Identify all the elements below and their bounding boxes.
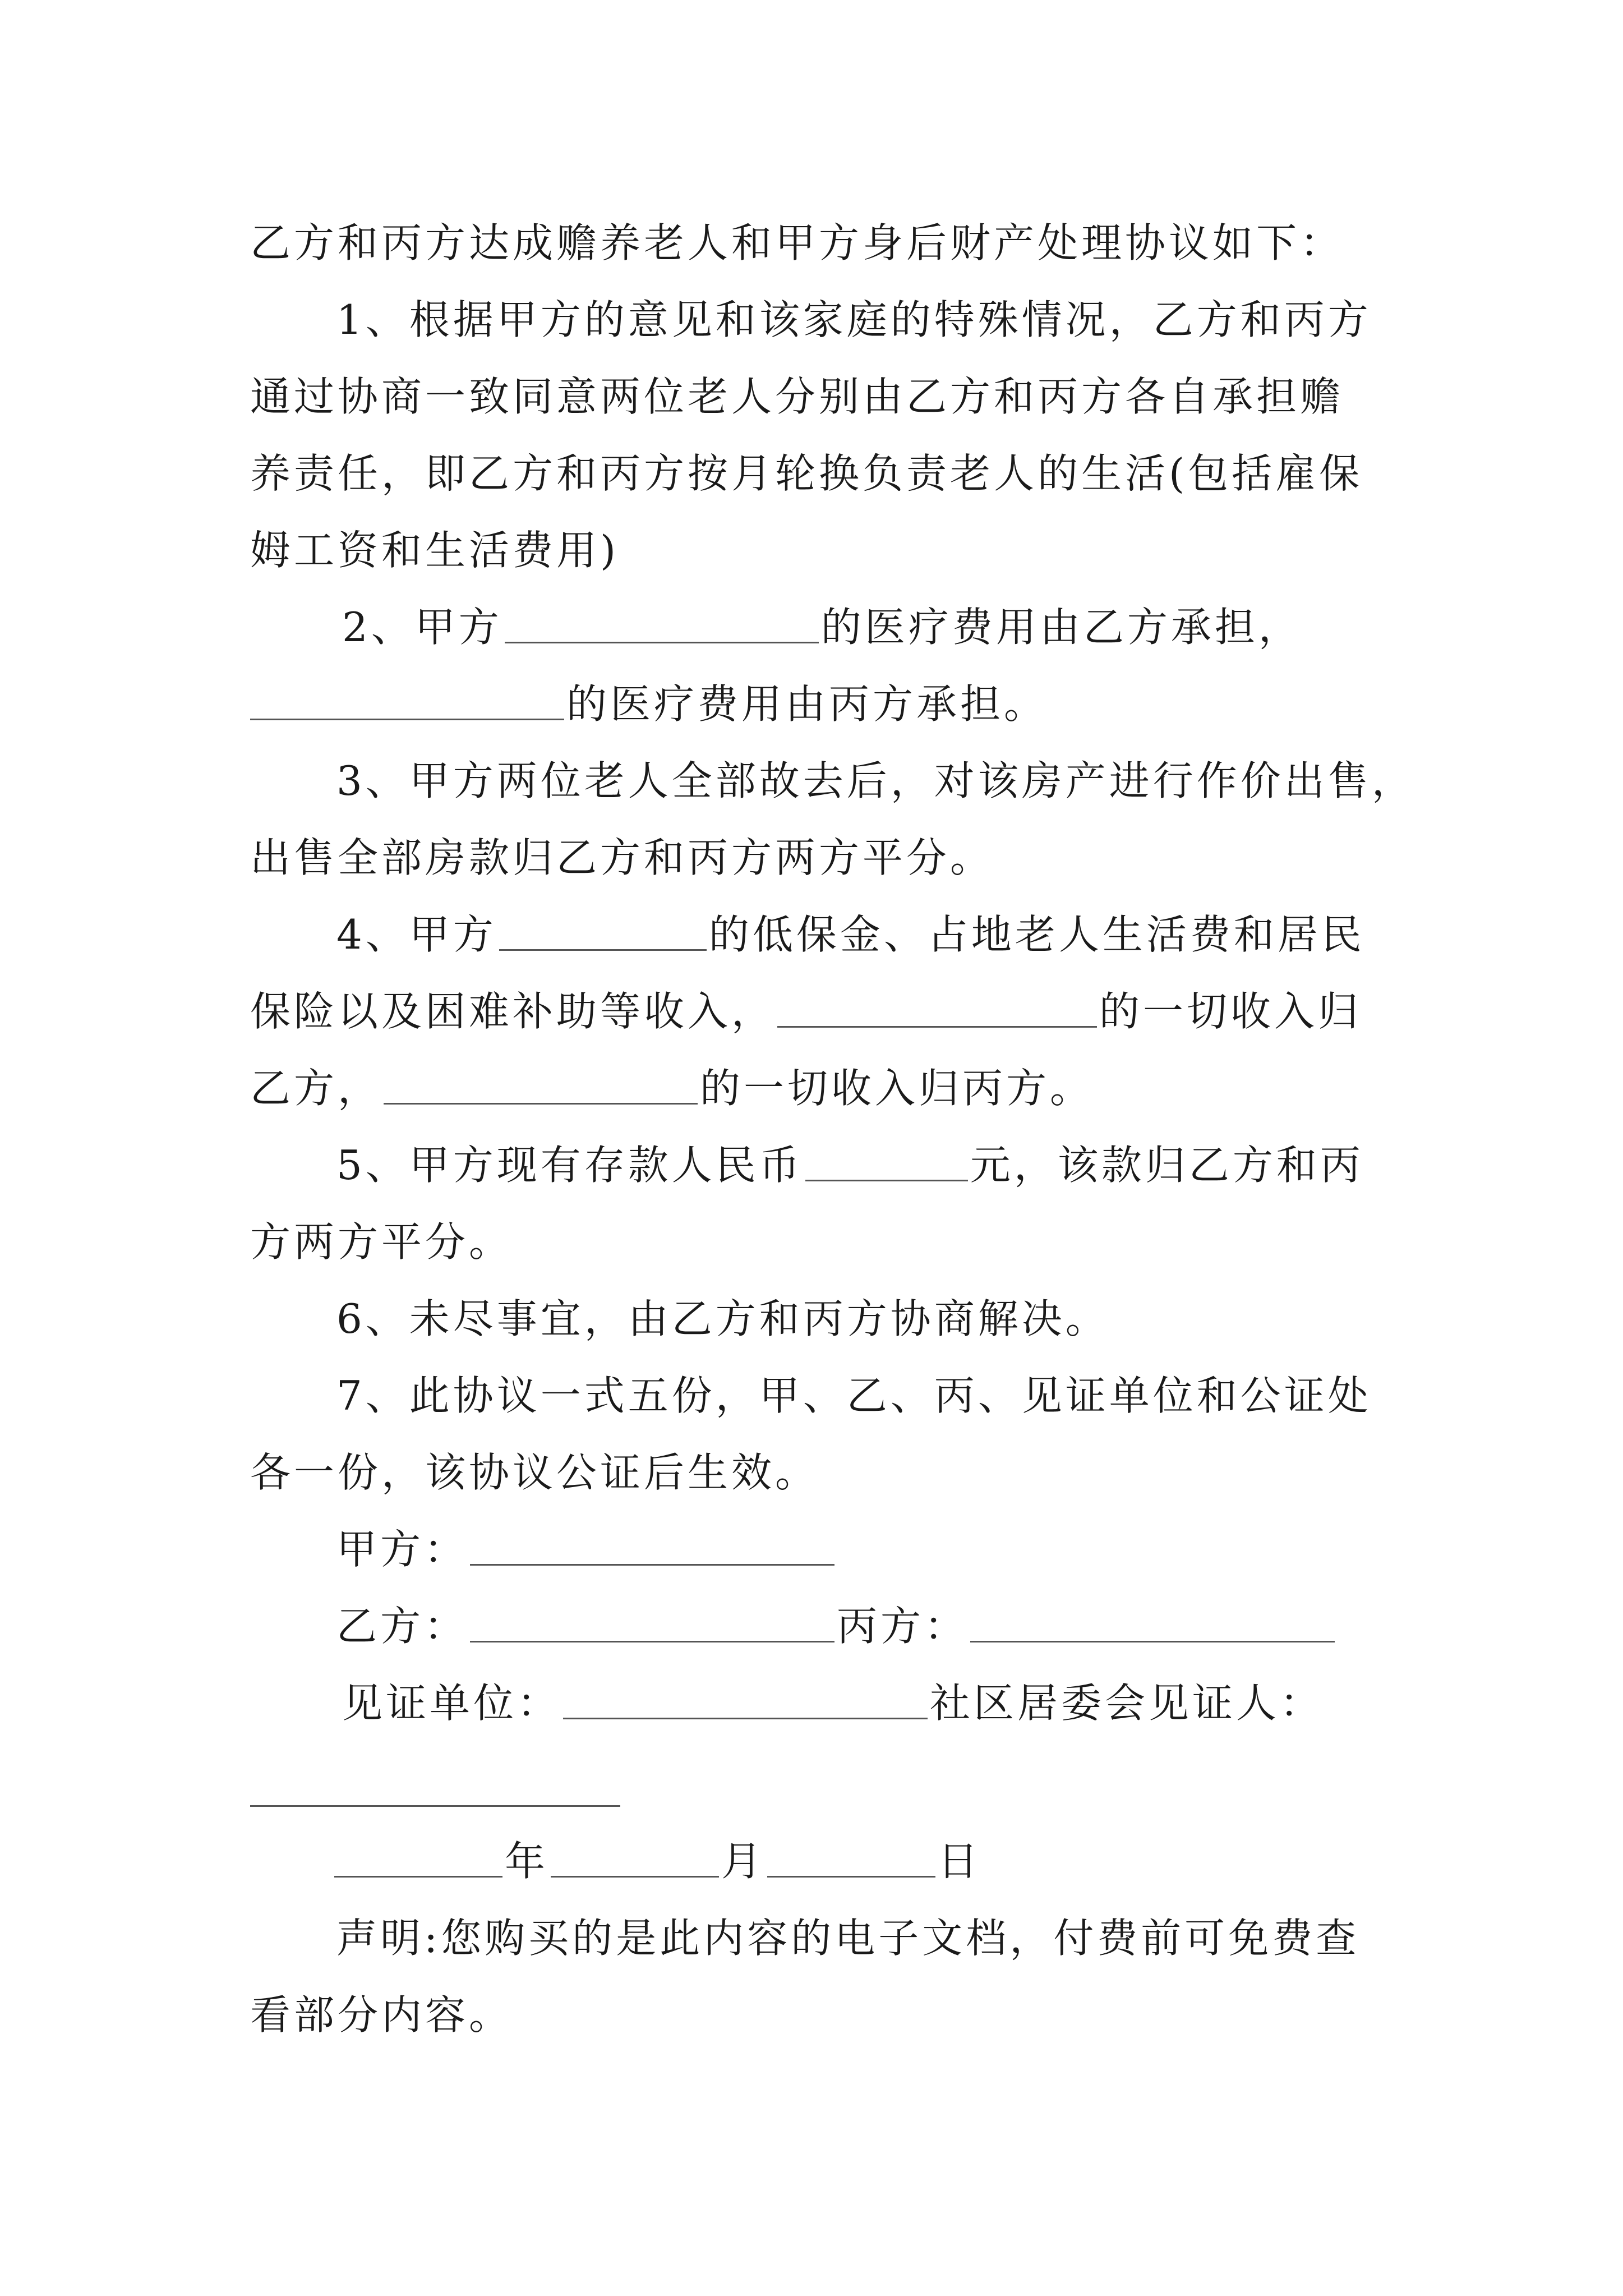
clause-4-text-5: 的一切收入归丙方。 — [700, 1065, 1094, 1112]
blank-field[interactable] — [805, 1177, 968, 1181]
month-label: 月 — [721, 1838, 766, 1885]
signature-party-b-c — [336, 1603, 1475, 1650]
clause-4-lead: 4、甲方 — [336, 911, 497, 958]
witness-unit-blank[interactable] — [563, 1715, 928, 1719]
day-blank[interactable] — [767, 1874, 935, 1878]
clause-4-text: 的低保金、占地老人生活费和居民 — [708, 911, 1365, 958]
clause-3-line-2: 出售全部房款归乙方和丙方两方平分。 — [250, 834, 994, 881]
year-label: 年 — [505, 1838, 549, 1885]
clause-2-text: 的医疗费用由乙方承担， — [820, 604, 1302, 651]
clause-2-line-1 — [342, 604, 1481, 651]
day-label: 日 — [938, 1838, 982, 1885]
clause-5-line-1 — [336, 1142, 1475, 1189]
blank-field[interactable] — [505, 639, 819, 643]
party-a-label: 甲方： — [336, 1526, 468, 1573]
year-blank[interactable] — [334, 1874, 502, 1878]
witness-unit-label: 见证单位： — [342, 1680, 561, 1727]
clause-4-text-2: 保险以及困难补助等收入， — [250, 988, 776, 1035]
party-c-blank[interactable] — [970, 1639, 1335, 1642]
signature-witness — [342, 1680, 1481, 1727]
clause-1-line-3: 养责任，即乙方和丙方按月轮换负责老人的生活(包括雇保 — [250, 450, 1363, 497]
clause-2-line-2 — [250, 680, 1389, 728]
blank-field[interactable] — [499, 947, 707, 951]
statement-line-2: 看部分内容。 — [250, 1991, 513, 2039]
party-b-label: 乙方： — [336, 1603, 468, 1650]
clause-6-line: 6、未尽事宜，由乙方和丙方协商解决。 — [336, 1295, 1109, 1342]
clause-4-line-3 — [250, 1065, 1389, 1112]
date-line — [334, 1838, 1473, 1885]
party-b-blank[interactable] — [470, 1639, 834, 1642]
clause-5-line-2: 方两方平分。 — [250, 1218, 513, 1266]
statement-line-1: 声明:您购买的是此内容的电子文档，付费前可免费查 — [336, 1915, 1360, 1962]
clause-1-line-4: 姆工资和生活费用) — [250, 527, 620, 574]
party-c-label: 丙方： — [837, 1603, 969, 1650]
clause-7-line-1: 7、此协议一式五份，甲、乙、丙、见证单位和公证处 — [336, 1372, 1372, 1419]
party-a-blank[interactable] — [470, 1562, 834, 1566]
clause-1-line-2: 通过协商一致同意两位老人分别由乙方和丙方各自承担赡 — [250, 373, 1344, 420]
signature-party-a — [336, 1526, 1475, 1573]
intro-line: 乙方和丙方达成赡养老人和甲方身后财产处理协议如下： — [250, 219, 1344, 266]
clause-4-line-2 — [250, 988, 1389, 1035]
clause-2-text-2: 的医疗费用由丙方承担。 — [566, 680, 1048, 728]
community-witness-label: 社区居委会见证人： — [930, 1680, 1324, 1727]
clause-7-line-2: 各一份，该协议公证后生效。 — [250, 1449, 819, 1496]
clause-4-line-1 — [336, 911, 1475, 958]
clause-5-text: 元，该款归乙方和丙 — [970, 1142, 1364, 1189]
clause-3-line-1: 3、甲方两位老人全部故去后，对该房产进行作价出售， — [336, 757, 1415, 804]
clause-2-lead: 2、甲方 — [342, 604, 502, 651]
blank-field[interactable] — [250, 716, 564, 720]
clause-5-lead: 5、甲方现有存款人民币 — [336, 1142, 803, 1189]
blank-field[interactable] — [777, 1024, 1097, 1028]
clause-1-line-1: 1、根据甲方的意见和该家庭的特殊情况，乙方和丙方 — [336, 296, 1372, 343]
clause-4-text-3: 的一切收入归 — [1099, 988, 1362, 1035]
clause-4-text-4: 乙方， — [250, 1065, 382, 1112]
blank-field[interactable] — [384, 1101, 698, 1105]
month-blank[interactable] — [551, 1874, 719, 1878]
community-witness-blank[interactable] — [250, 1805, 620, 1807]
